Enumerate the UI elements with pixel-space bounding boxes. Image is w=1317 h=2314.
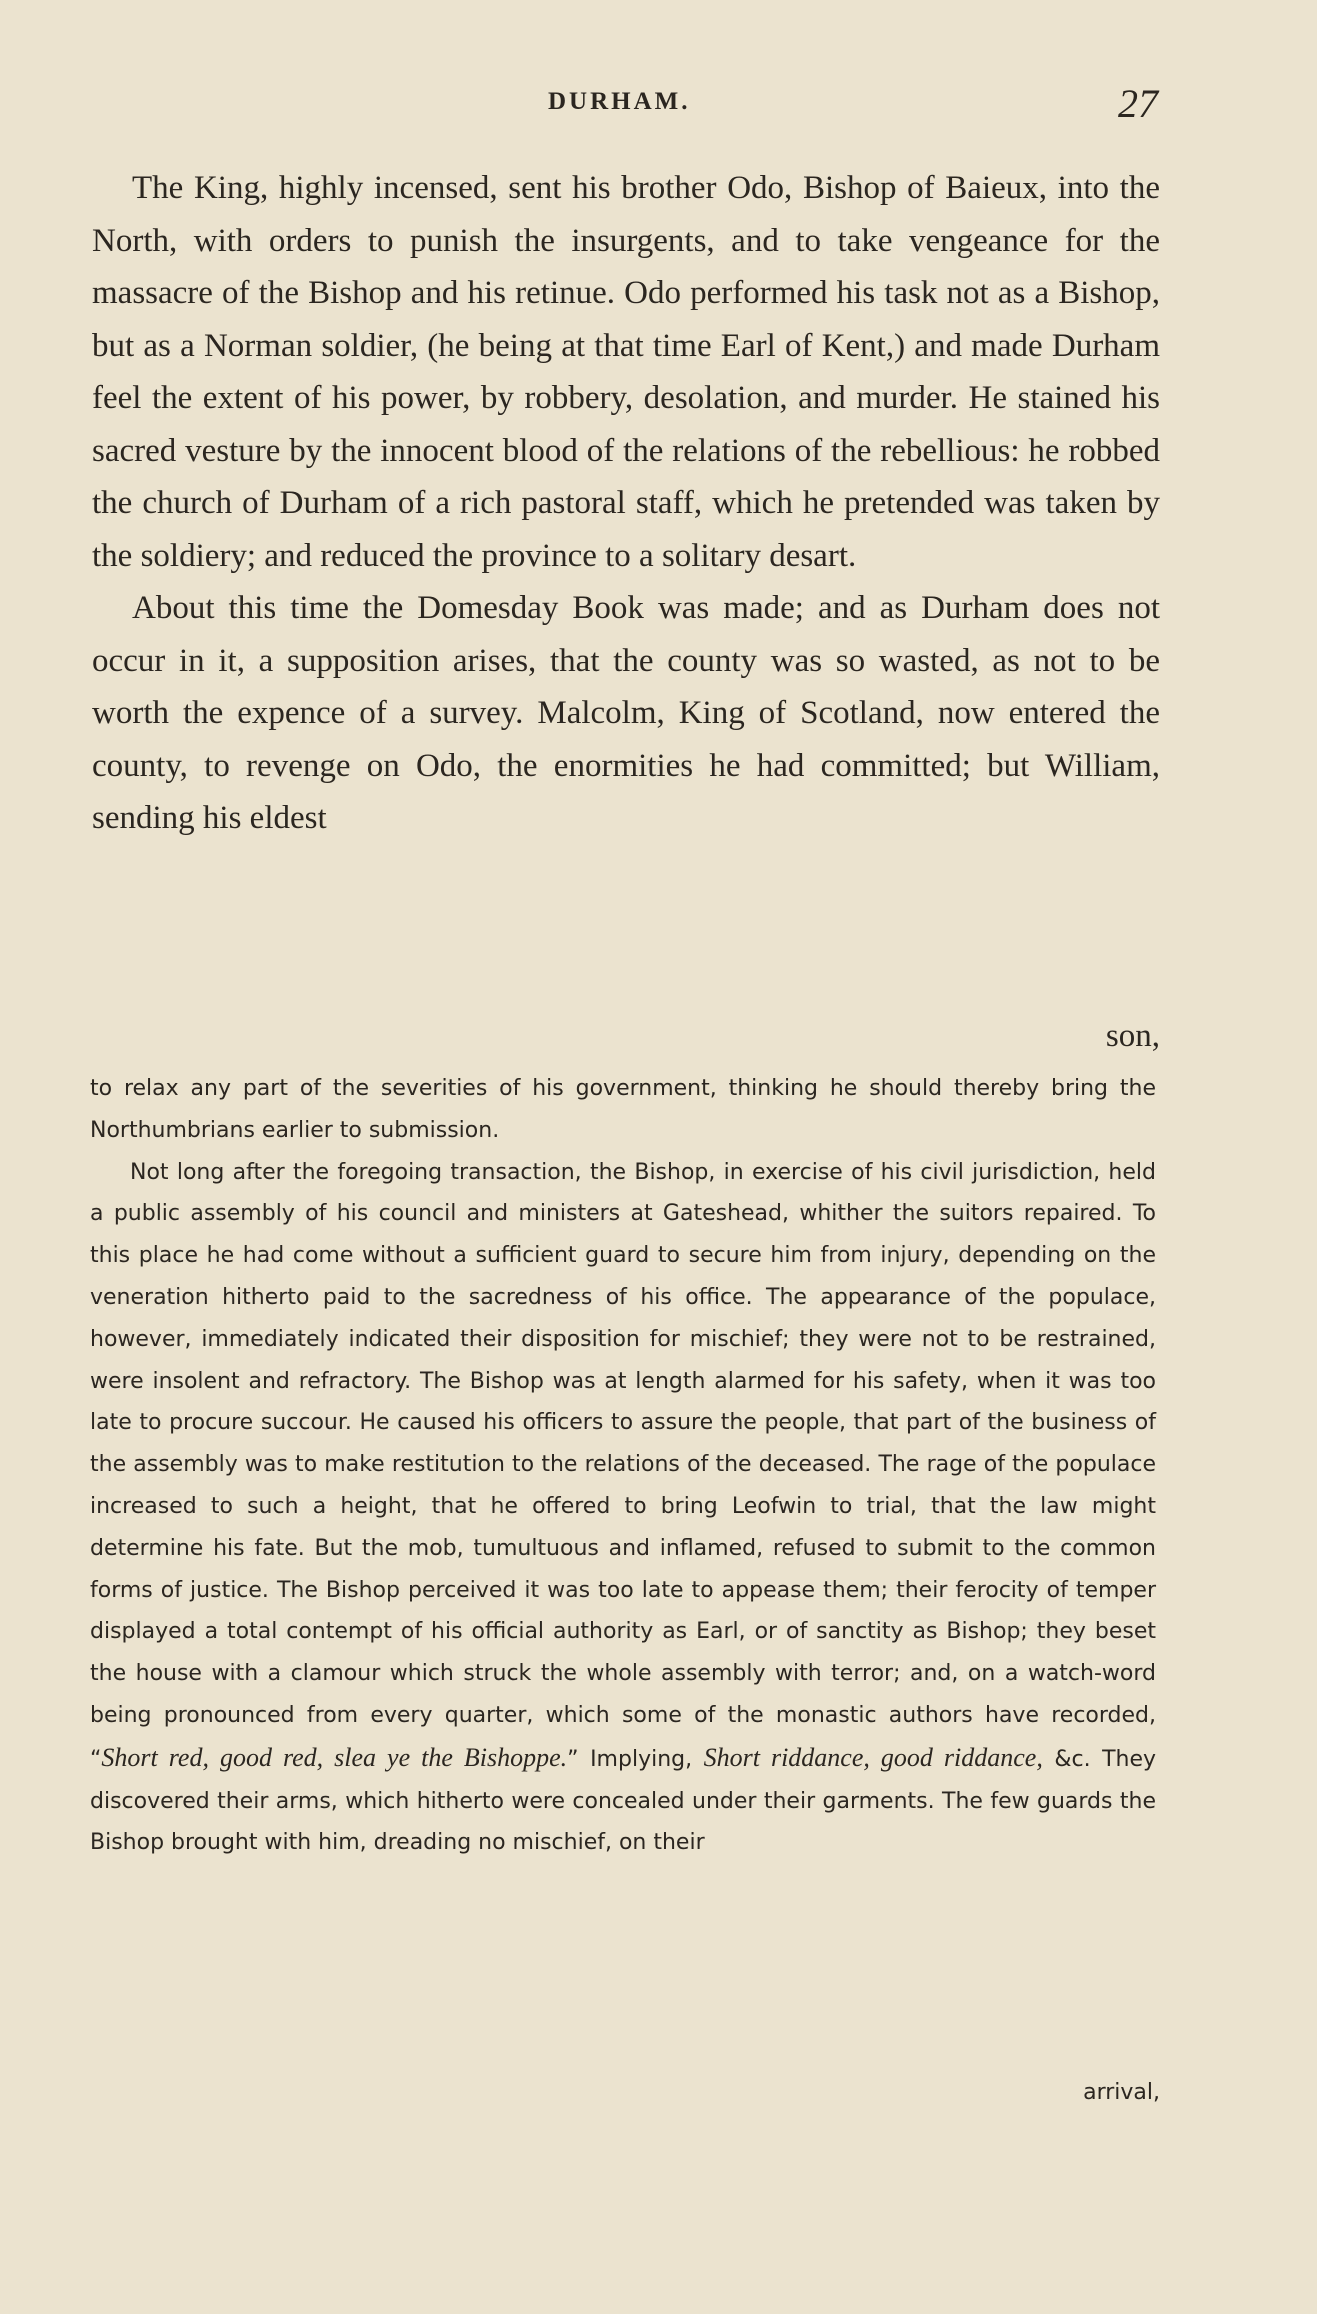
paragraph-text: &c. They discovered their arms, which hitherto were concealed under their garments. The few guards the Bishop brought with him, dreading no mischief, on their xyxy=(90,1746,1157,1856)
paragraph-text: Not long after the foregoing transaction, the Bishop, in exercise of his civil jurisdiction, held a public assembly of his council and ministers at Gateshead, whither the suitors repaired. To this place he had come without a sufficient guard to secure him from injury, depending on the veneration hitherto paid to the sacredness of his office. The appearance of the populace, however, immediately indicated their disposition for mischief; they were not to be restrained, were insolent and refractory. The Bishop was at length alarmed for his safety, when it was too late to procure succour. He caused his officers to assure the people, that part of the business of the assembly was to make restitution to the relations of the deceased. The rage of the populace increased to such a height, that he offered to bring Leofwin to trial, that the law might determine his fate. But the mob, tumultuous and inflamed, refused to submit to the common forms of justice. The Bishop perceived it was too late to appease them; their ferocity of temper displayed a total contempt of his official authority as Earl, or of sanctity as Bishop; they beset the house with a clamour which struck the whole assembly with terror; and, on a watch-word being pronounced from every quarter, which some of the monastic authors have recorded, “ xyxy=(90,1159,1156,1772)
quotation-italic: Short riddance, good riddance, xyxy=(703,1742,1043,1772)
page-number: 27 xyxy=(1118,81,1158,126)
quotation-italic: Short red, good red, slea ye the Bishoppe. xyxy=(101,1742,568,1772)
paragraph-text: ” Implying, xyxy=(567,1746,704,1772)
page-header xyxy=(0,81,1317,128)
upper-text-block xyxy=(92,162,1160,845)
catchword: arrival, xyxy=(1083,2080,1160,2105)
catchword: son, xyxy=(1105,1018,1160,1054)
paragraph: The King, highly incensed, sent his brother Odo, Bishop of Baieux, into the North, with orders to punish the insurgents, and to take vengeance for the massacre of the Bishop and his retinue. Odo performed his task not as a Bishop, but as a Norman soldier, (he being at that time Earl of Kent,) and made Durham feel the extent of his power, by robbery, desolation, and murder. He stained his sacred vesture by the innocent blood of the relations of the rebellious: he robbed the church of Durham of a rich pastoral staff, which he pretended was taken by the soldiery; and reduced the province to a solitary desart. xyxy=(92,170,1160,574)
lower-text-block xyxy=(90,1068,1156,1864)
paragraph: to relax any part of the severities of his government, thinking he should thereby bring the Northumbrians earlier to submission. xyxy=(90,1076,1156,1143)
running-head: DURHAM. xyxy=(548,88,691,115)
paragraph: About this time the Domesday Book was made; and as Durham does not occur in it, a supposition arises, that the county was so wasted, as not to be worth the expence of a survey. Malcolm, King of Scotland, now entered the county, to revenge on Odo, the enormities he had committed; but William, sending his eldest xyxy=(92,590,1160,836)
paragraph xyxy=(90,1152,1156,1865)
